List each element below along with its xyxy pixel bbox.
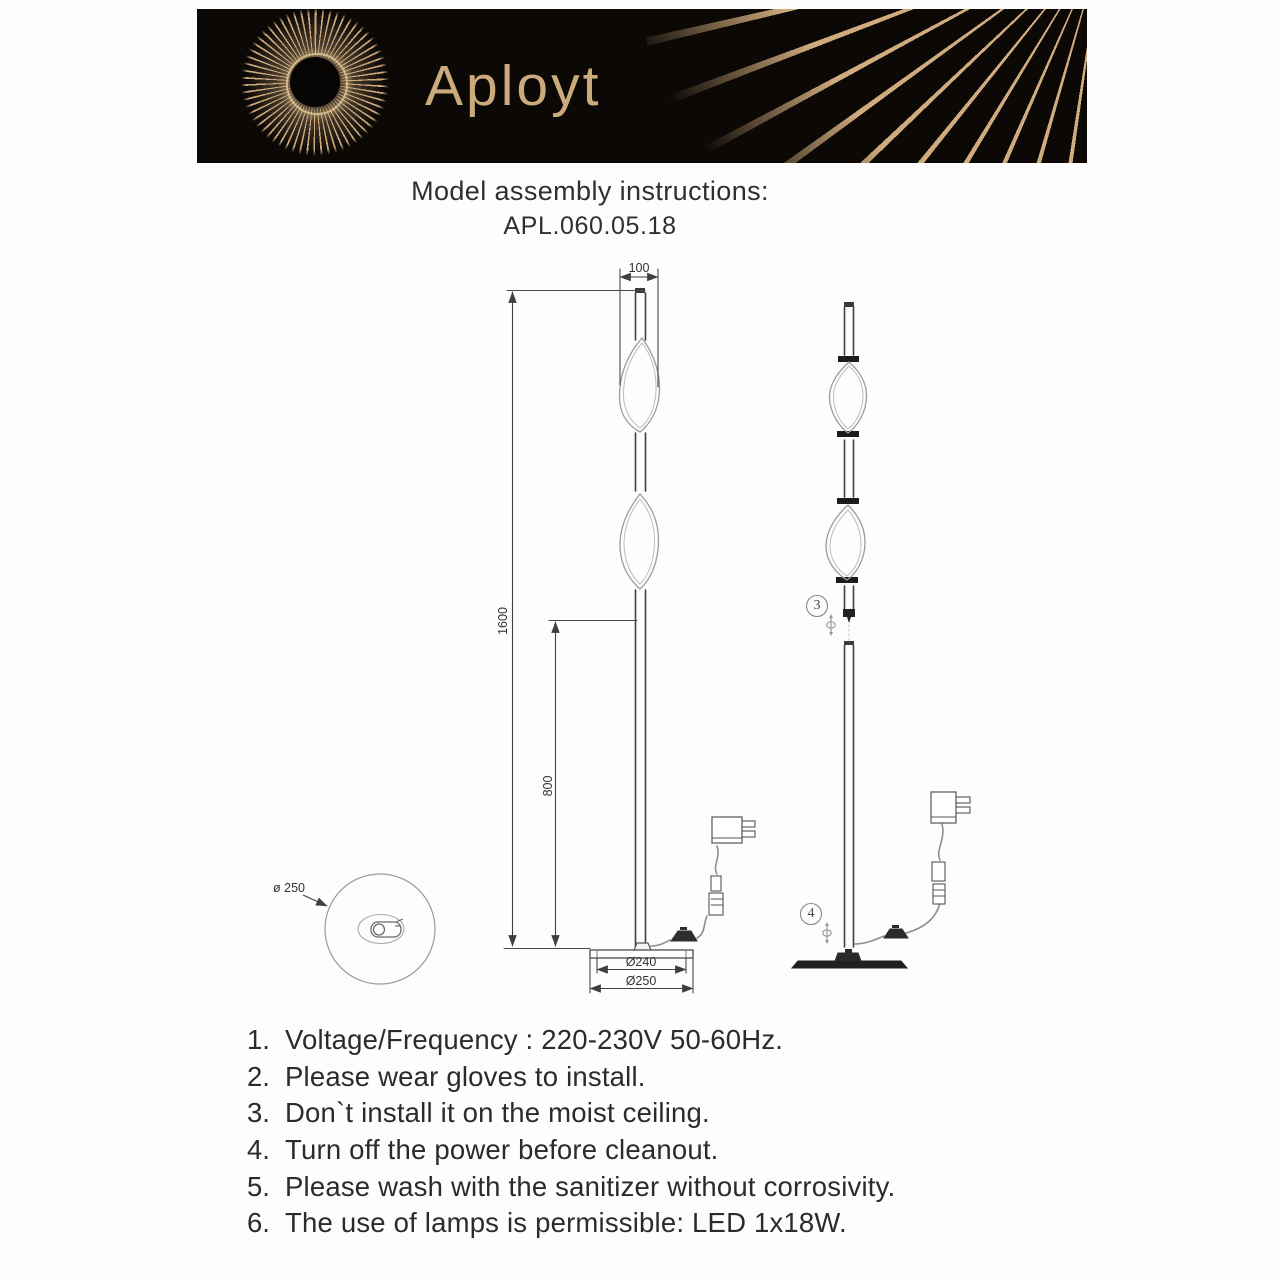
dim-label-lower-pole-height: 800 — [541, 775, 555, 797]
list-item-number: 5. — [247, 1170, 270, 1202]
dim-label-base-outer-diameter: Ø250 — [625, 974, 657, 988]
list-item-text: The use of lamps is permissible: LED 1x18W. — [285, 1207, 847, 1239]
list-item-text: Please wear gloves to install. — [285, 1060, 646, 1092]
rotate-insert-icon — [823, 922, 831, 944]
rotate-insert-icon — [827, 614, 835, 636]
list-item-text: Don`t install it on the moist ceiling. — [285, 1097, 710, 1129]
list-item — [247, 1024, 1077, 1061]
list-item — [247, 1207, 1077, 1244]
instruction-list — [247, 1024, 1077, 1244]
list-item-number: 1. — [247, 1024, 270, 1055]
step-marker-3: 3 — [813, 598, 821, 613]
list-item-text: Please wash with the sanitizer without corrosivity. — [285, 1170, 896, 1202]
dim-label-base-diameter-top-view: ø 250 — [273, 881, 305, 895]
list-item — [247, 1097, 1077, 1134]
list-item-text: Voltage/Frequency : 220-230V 50-60Hz. — [285, 1024, 784, 1055]
model-number: APL.060.05.18 — [503, 212, 677, 240]
list-item-number: 6. — [247, 1207, 270, 1239]
list-item-number: 4. — [247, 1134, 270, 1166]
dim-label-base-inner-diameter: Ø240 — [625, 955, 657, 969]
base-top-view — [303, 874, 435, 984]
list-item-number: 3. — [247, 1097, 270, 1129]
dim-label-top-width: 100 — [628, 261, 650, 275]
step-marker-4: 4 — [807, 906, 815, 921]
list-item-text: Turn off the power before cleanout. — [285, 1134, 719, 1166]
side-view — [792, 302, 970, 968]
page-title: Model assembly instructions: — [411, 176, 769, 206]
brand-name: Aployt — [425, 54, 602, 118]
list-item — [247, 1134, 1077, 1171]
front-view — [504, 269, 755, 993]
list-item-number: 2. — [247, 1060, 270, 1092]
dim-label-total-height: 1600 — [496, 607, 510, 635]
list-item — [247, 1061, 1077, 1098]
list-item — [247, 1171, 1077, 1208]
